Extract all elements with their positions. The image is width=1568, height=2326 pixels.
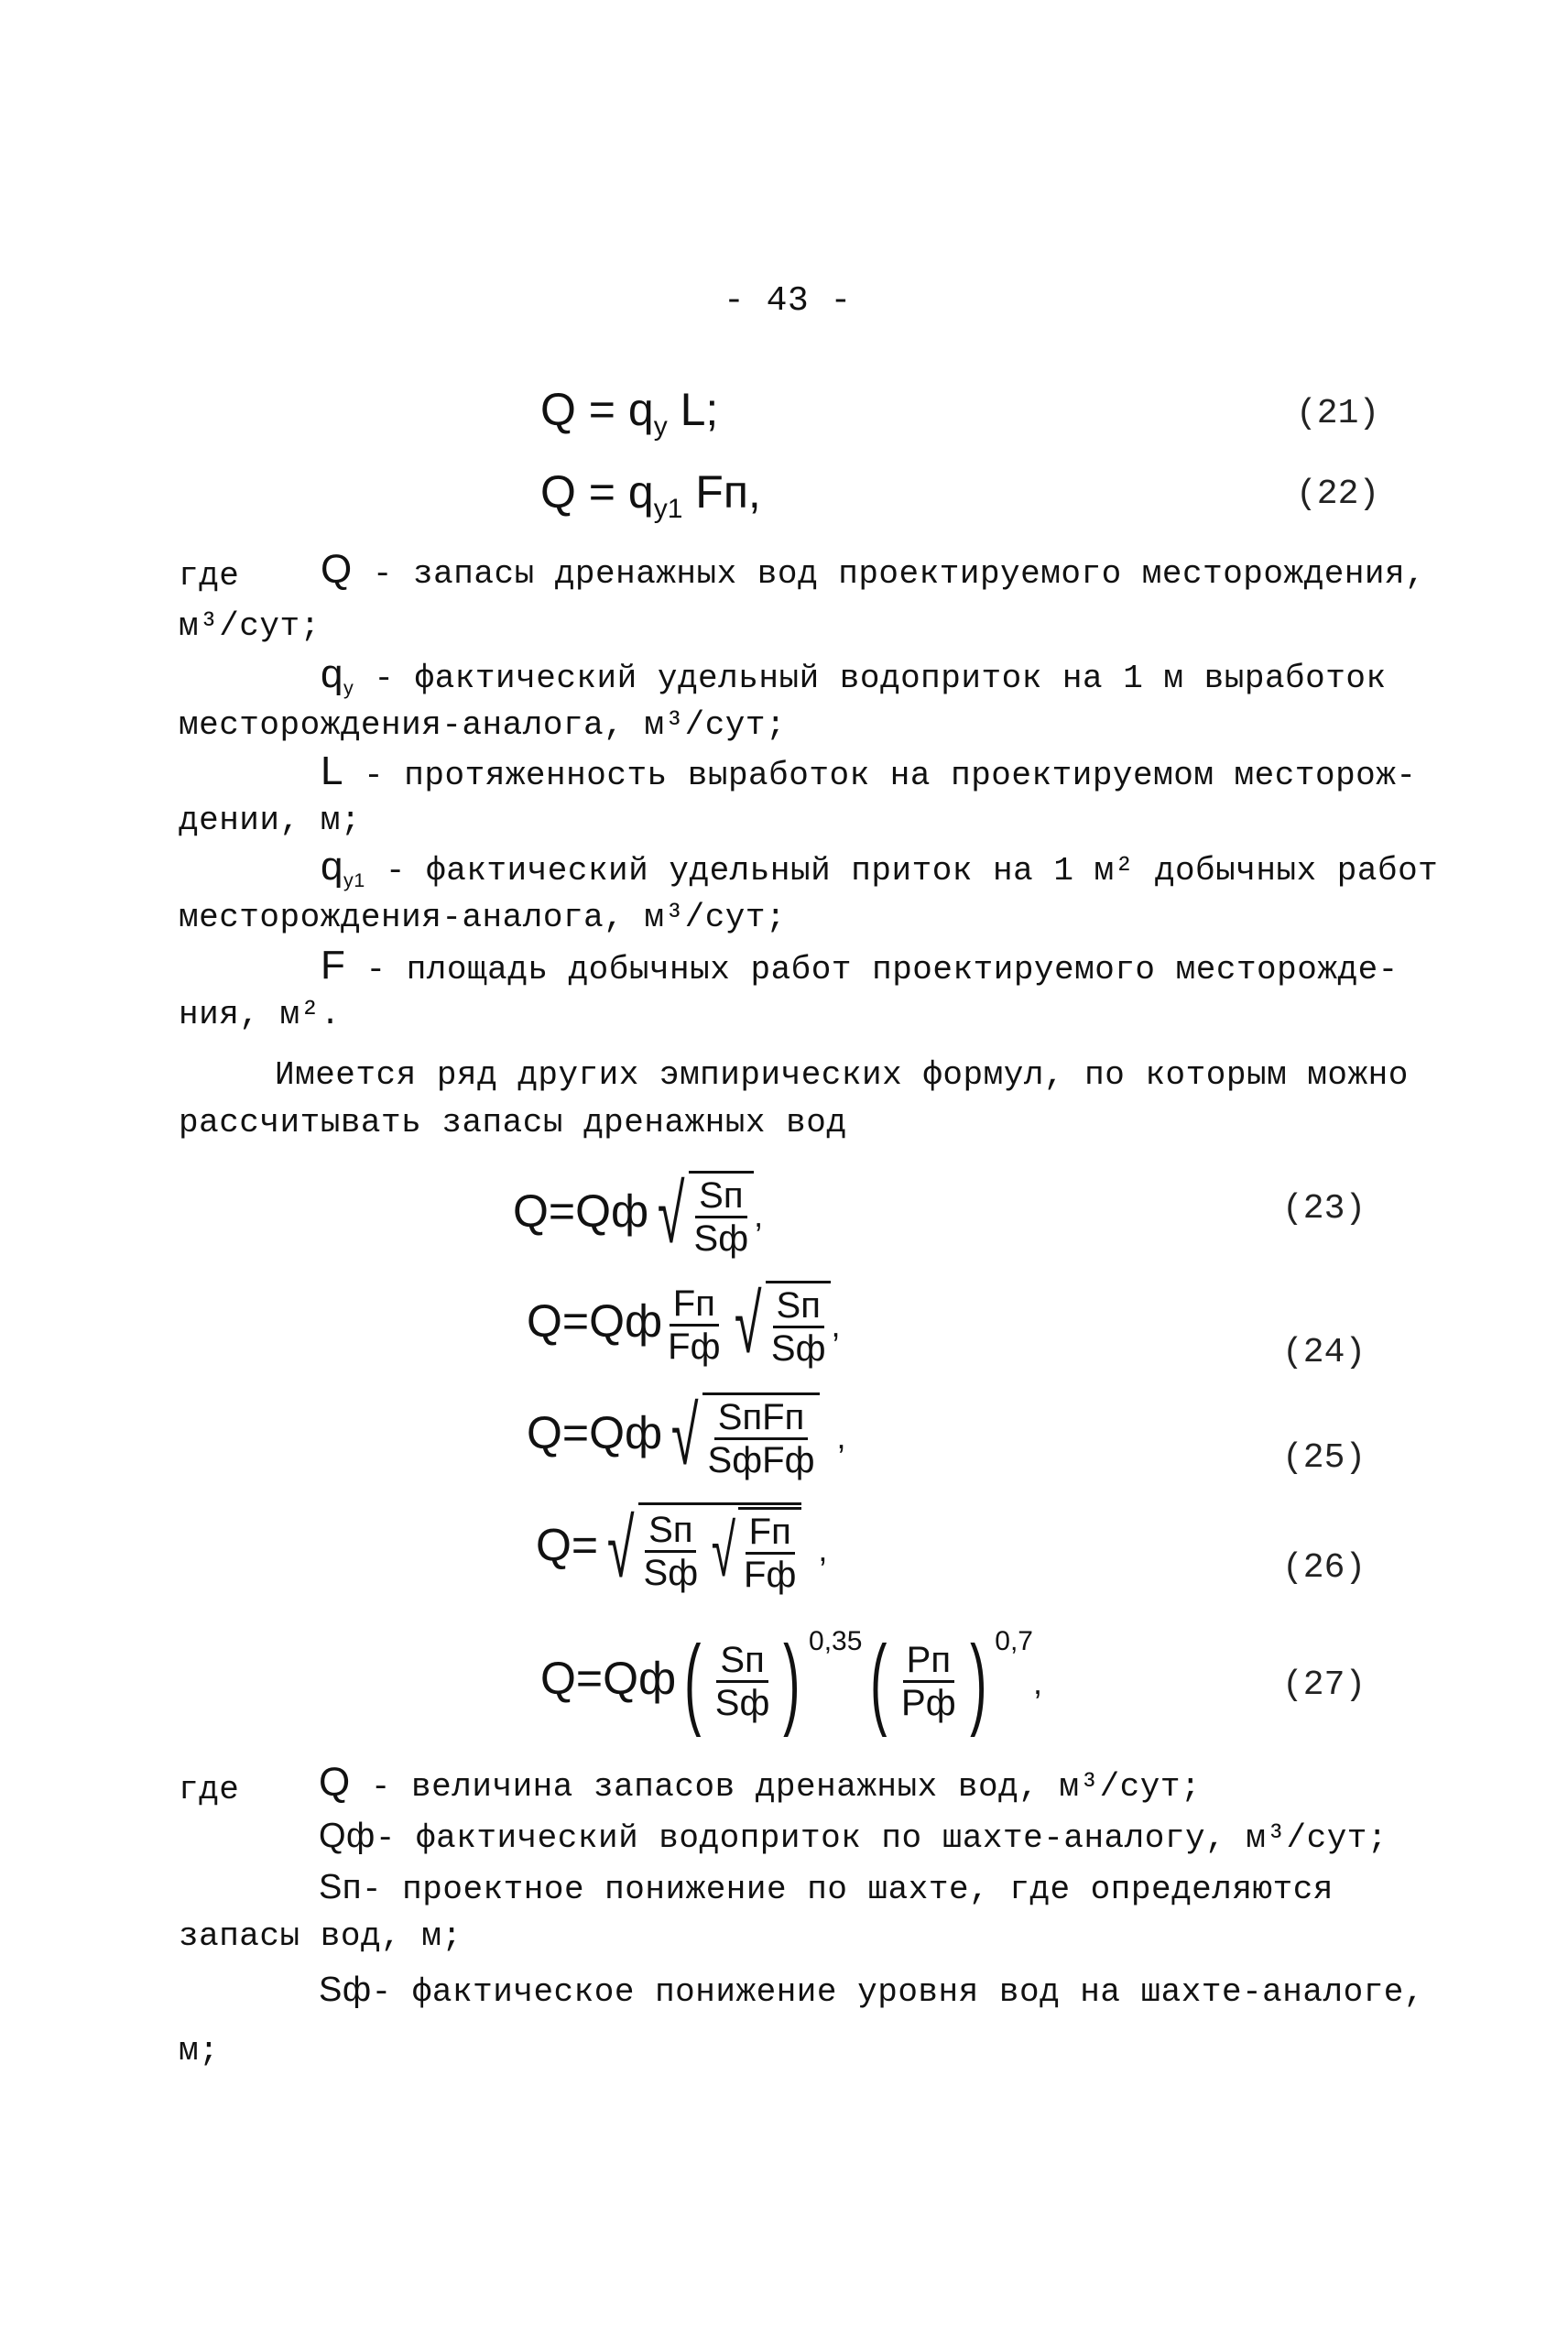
f24-num: Sп <box>773 1285 824 1328</box>
def1-text-qy: - фактический удельный водоприток на 1 м выработок <box>374 660 1387 697</box>
equation-21-number: (21) <box>1296 394 1380 433</box>
f26-num1: Sп <box>645 1510 696 1553</box>
f24-den: Sф <box>770 1328 826 1369</box>
def1-text-l: - протяженность выработок на проектируемом месторож- <box>364 757 1417 794</box>
def2-symbol-qf: Qф <box>319 1817 376 1855</box>
f27-exp1: 0,35 <box>809 1626 863 1656</box>
f23-qf: Qф <box>575 1185 649 1238</box>
f26-den1: Sф <box>643 1552 699 1593</box>
def2-text-sn: - проектное понижение по шахте, где определяются <box>361 1871 1334 1908</box>
f24-sqrt: √ $\frac{Sп}{Sф}$ <box>725 1281 831 1369</box>
eq22-f: Fп <box>695 466 748 518</box>
def2-text-sf: - фактическое понижение уровня вод на шахте-аналоге, <box>371 1973 1425 2011</box>
f25-punct: , <box>836 1418 846 1457</box>
def2-text-qf: - фактический водоприток по шахте-аналогу, м³/сут; <box>375 1819 1388 1857</box>
f24-fnum: Fп <box>670 1283 719 1327</box>
f26-sqrt-outer: √ $\frac{Sп}{Sф}$ √ $\frac{Fп}{Fф}$ <box>598 1502 801 1595</box>
def1-symbol-l: L <box>321 748 343 793</box>
def1-cont-qy: месторождения-аналога, м³/сут; <box>179 706 787 744</box>
def2-item-qf <box>319 1814 1388 1861</box>
eq22-punct: , <box>747 466 761 518</box>
def1-text-f: - площадь добычных работ проектируемого месторожде- <box>365 951 1399 988</box>
formula-25: Q=Qф √ $\frac{\text{SпFп}}{\text{SфFф}}$ , <box>527 1391 846 1482</box>
eq22-q: q <box>627 466 654 518</box>
eq21-punct: ; <box>705 384 719 435</box>
f23-lhs: Q <box>513 1185 549 1238</box>
formula-24-number: (24) <box>1282 1333 1367 1372</box>
formula-26-number: (26) <box>1282 1548 1367 1588</box>
f27-lhs: Q <box>540 1653 576 1704</box>
equation-22: $Q = q_{y1}$ Fп, <box>540 466 761 524</box>
def1-item-qy <box>321 652 1387 710</box>
def1-cont-l: дении, м; <box>179 802 361 839</box>
def2-symbol-sf: Sф <box>319 1971 372 2009</box>
def1-item-qy1 <box>321 845 1438 902</box>
f27-num2: Pп <box>903 1640 954 1683</box>
def1-symbol-q: Q <box>321 547 353 592</box>
def1-item-f <box>321 944 1399 992</box>
def1-cont-f: ния, м². <box>179 996 341 1033</box>
f27-exp2: 0,7 <box>995 1626 1033 1656</box>
f24-fden: Fф <box>668 1326 721 1367</box>
f24-punct: , <box>831 1306 841 1345</box>
eq21-l: L <box>680 384 706 435</box>
page-number: - 43 - <box>724 281 852 321</box>
formula-25-number: (25) <box>1282 1438 1367 1478</box>
formula-24: Q=Qф $\frac{Fп}{Fф}$ √ $\frac{Sп}{Sф}$ , <box>527 1279 841 1370</box>
formula-23-number: (23) <box>1282 1189 1367 1229</box>
def2-item-sn <box>319 1865 1334 1912</box>
f23-den: Sф <box>693 1218 749 1259</box>
def1-item-q <box>321 548 1425 596</box>
f26-sqrt-inner: √ $\frac{Fп}{Fф}$ <box>703 1507 801 1595</box>
def2-cont-sf: м; <box>179 2032 220 2069</box>
def2-text-q: - величина запасов дренажных вод, м³/сут; <box>370 1768 1202 1806</box>
def1-cont-qy1: месторождения-аналога, м³/сут; <box>179 899 787 936</box>
paragraph-line-2: рассчитывать запасы дренажных вод <box>179 1104 847 1141</box>
def1-cont-q: м³/сут; <box>179 607 321 645</box>
formula-23: Q=Qф √ $\frac{Sп}{Sф}$ , <box>513 1169 764 1261</box>
eq22-q-sub: y1 <box>653 494 683 524</box>
f27-den1: Sф <box>714 1683 770 1724</box>
f27-den2: Pф <box>901 1683 956 1724</box>
eq22-lhs: Q <box>540 466 576 518</box>
f25-qf: Qф <box>589 1407 663 1459</box>
f25-lhs: Q <box>527 1407 562 1459</box>
f23-punct: , <box>754 1196 764 1235</box>
f27-num1: Sп <box>716 1640 768 1683</box>
f25-den: SфFф <box>707 1440 815 1480</box>
f23-sqrt: √ $\frac{Sп}{Sф}$ <box>648 1171 754 1259</box>
def1-item-l <box>321 749 1416 798</box>
formula-26: Q= √ $\frac{Sп}{Sф}$ √ $\frac{Fп}{Fф}$ , <box>536 1502 828 1595</box>
paragraph-line-1: Имеется ряд других эмпирических формул, по которым можно <box>275 1056 1409 1094</box>
f26-punct: , <box>818 1530 828 1568</box>
eq21-q: q <box>627 384 654 435</box>
def2-item-sf <box>319 1968 1424 2015</box>
formula-27: Q=Qф( $\frac{Sп}{Sф}$ ) $^{0,35}$( $\frac{Pп}{Pф}$ ) $^{0,7}$, <box>540 1624 1043 1738</box>
def2-cont-sn: запасы вод, м; <box>179 1917 463 1955</box>
f27-punct: , <box>1033 1664 1043 1701</box>
f23-num: Sп <box>695 1175 746 1218</box>
def1-symbol-qy1-sub: y1 <box>343 868 365 892</box>
def2-symbol-sn: Sп <box>319 1868 362 1906</box>
def2-item-q <box>319 1761 1201 1809</box>
def1-text-qy1: - фактический удельный приток на 1 м² добычных работ <box>385 852 1439 890</box>
f26-den2: Fф <box>744 1555 797 1595</box>
def2-symbol-q: Q <box>319 1760 351 1805</box>
defs2-intro: где <box>179 1771 240 1808</box>
def1-text-q: - запасы дренажных вод проектируемого месторождения, <box>372 555 1426 593</box>
formula-27-number: (27) <box>1282 1665 1367 1705</box>
equation-21: $Q = q_y$ L; <box>540 384 719 442</box>
def1-symbol-qy-sub: y <box>343 676 354 700</box>
defs1-intro: где <box>179 557 240 595</box>
def1-symbol-qy1: q <box>321 844 343 889</box>
f25-num: SпFп <box>714 1397 808 1440</box>
def1-symbol-f: F <box>321 943 346 988</box>
eq21-lhs: Q <box>540 384 576 435</box>
f25-sqrt: √ $\frac{\text{SпFп}}{\text{SфFф}}$ <box>662 1392 820 1480</box>
eq21-q-sub: y <box>653 411 668 442</box>
f26-lhs: Q <box>536 1519 572 1571</box>
f24-qf: Qф <box>589 1295 663 1348</box>
f26-num2: Fп <box>746 1512 795 1555</box>
equation-22-number: (22) <box>1296 475 1380 514</box>
f24-lhs: Q <box>527 1295 562 1348</box>
f27-qf: Qф <box>603 1653 677 1704</box>
def1-symbol-qy: q <box>321 651 343 696</box>
